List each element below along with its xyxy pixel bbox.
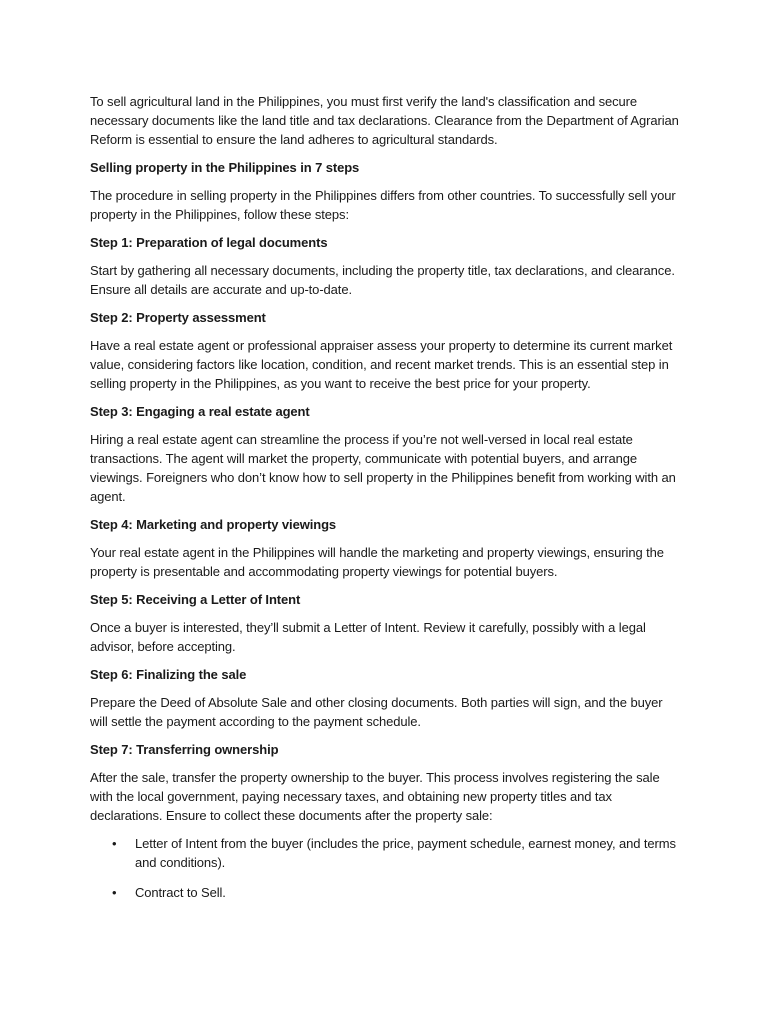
section-intro-paragraph: The procedure in selling property in the Philippines differs from other countries. To successfully sell your property in the Philippines, follow these steps:: [90, 188, 676, 222]
step-5-body: Once a buyer is interested, they’ll submit a Letter of Intent. Review it carefully, possibly with a legal advisor, before accepting.: [90, 620, 646, 654]
list-item-text: Letter of Intent from the buyer (includes the price, payment schedule, earnest money, and terms and conditions).: [135, 836, 676, 870]
bullet-icon: •: [112, 885, 117, 900]
step-4-body: Your real estate agent in the Philippines will handle the marketing and property viewings, ensuring the property is presentable and accommodating property viewings for potential buyers.: [90, 545, 664, 579]
step-2-heading: Step 2: Property assessment: [90, 310, 266, 325]
list-item: [90, 834, 682, 872]
step-3-body: Hiring a real estate agent can streamline the process if you’re not well-versed in local real estate transactions. The agent will market the property, communicate with potential buyers, and arrange viewings. Foreigners who don’t know how to sell property in the Philippines benefit from working with an agent.: [90, 432, 676, 504]
step-7-body: After the sale, transfer the property ownership to the buyer. This process involves registering the sale with the local government, paying necessary taxes, and obtaining new property titles and tax declarations. Ensure to collect these documents after the property sale:: [90, 770, 660, 823]
step-4-heading: Step 4: Marketing and property viewings: [90, 517, 337, 532]
step-1-body: Start by gathering all necessary documents, including the property title, tax declarations, and clearance. Ensure all details are accurate and up-to-date.: [90, 263, 675, 297]
step-2-body: Have a real estate agent or professional appraiser assess your property to determine its current market value, considering factors like location, condition, and recent market trends. This is an essential step in selling property in the Philippines, as you want to receive the best price for your property.: [90, 338, 673, 391]
step-6-body: Prepare the Deed of Absolute Sale and other closing documents. Both parties will sign, and the buyer will settle the payment according to the payment schedule.: [90, 695, 663, 729]
list-item: [90, 883, 682, 902]
bullet-icon: •: [112, 836, 117, 851]
list-item-text: Contract to Sell.: [135, 885, 226, 900]
documents-bullet-list: [90, 834, 682, 902]
step-1-heading: Step 1: Preparation of legal documents: [90, 235, 328, 250]
document-page: [90, 92, 682, 913]
step-6-heading: Step 6: Finalizing the sale: [90, 667, 247, 682]
intro-paragraph: To sell agricultural land in the Philippines, you must first verify the land's classification and secure necessary documents like the land title and tax declarations. Clearance from the Department of Agrarian Reform is essential to ensure the land adheres to agricultural standards.: [90, 94, 679, 147]
step-3-heading: Step 3: Engaging a real estate agent: [90, 404, 310, 419]
step-7-heading: Step 7: Transferring ownership: [90, 742, 279, 757]
section-heading: Selling property in the Philippines in 7 steps: [90, 160, 360, 175]
step-5-heading: Step 5: Receiving a Letter of Intent: [90, 592, 301, 607]
